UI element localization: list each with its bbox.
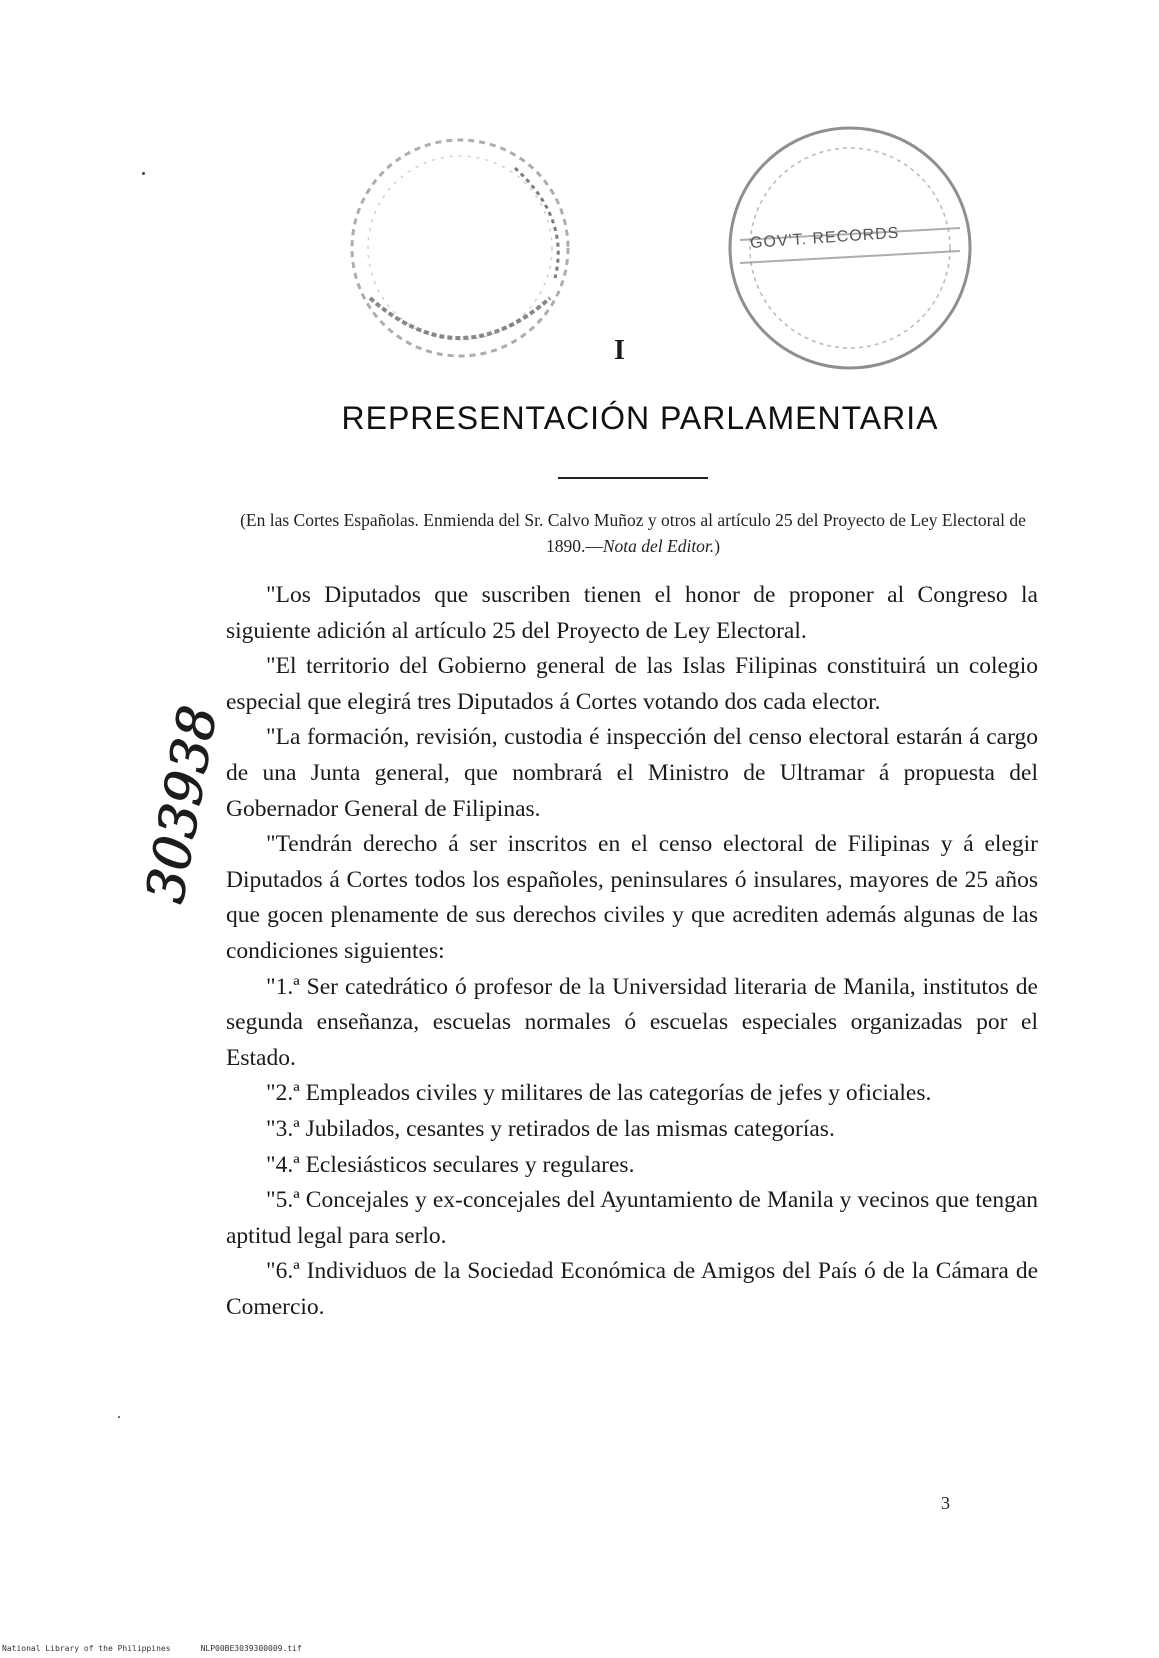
condition-item-1: "1.ª Ser catedrático ó profesor de la Universidad literaria de Manila, institutos de segunda enseñanza, escuelas normales ó escuelas especiales organizadas por el Estado.: [226, 973, 1038, 1071]
condition-item-2: "2.ª Empleados civiles y militares de las categorías de jefes y oficiales.: [266, 1080, 932, 1107]
footer-file-name: NLP00BE3039300009.tif: [200, 1644, 302, 1653]
paragraph-rights: "Tendrán derecho á ser inscritos en el censo electoral de Filipinas y á elegir Diputados á Cortes todos los españoles, peninsulares ó insulares, mayores de 25 años que gocen plenamente de sus derechos civiles y que acrediten además algunas de las condiciones siguientes:: [226, 831, 1038, 964]
library-seal-stamp-left: [340, 128, 580, 368]
condition-item-3: "3.ª Jubilados, cesantes y retirados de las mismas categorías.: [266, 1115, 835, 1142]
editor-note: [228, 507, 1038, 559]
paragraph-territory: "El territorio del Gobierno general de las Islas Filipinas constituirá un colegio especial que elegirá tres Diputados á Cortes votando dos cada elector.: [226, 653, 1038, 715]
editor-note-attribution: Nota del Editor.: [602, 536, 715, 556]
editor-note-text: (En las Cortes Españolas. Enmienda del Sr. Calvo Muñoz y otros al artículo 25 del Proyecto de Ley Electoral de 1890.—: [240, 510, 1026, 556]
scan-speck: [142, 172, 145, 175]
scan-footer: [2, 1644, 332, 1653]
paragraph-intro: "Los Diputados que suscriben tienen el honor de proponer al Congreso la siguiente adición al artículo 25 del Proyecto de Ley Electoral.: [226, 582, 1038, 644]
section-number: I: [614, 335, 625, 366]
footer-library-name: National Library of the Philippines: [2, 1644, 171, 1653]
page-number: 3: [941, 1493, 950, 1513]
amendment-text: [226, 578, 1038, 1325]
condition-item-6: "6.ª Individuos de la Sociedad Económica de Amigos del País ó de la Cámara de Comercio.: [226, 1258, 1038, 1320]
condition-item-4: "4.ª Eclesiásticos seculares y regulares.: [266, 1151, 635, 1178]
editor-note-close: ): [714, 536, 721, 556]
handwritten-number-text: 303938: [135, 701, 230, 908]
scan-speck: [118, 1416, 120, 1418]
stamp-text: GOV'T. RECORDS: [749, 224, 900, 252]
handwritten-accession-number: [120, 690, 230, 910]
title-divider: [558, 477, 708, 479]
page-title: REPRESENTACIÓN PARLAMENTARIA: [341, 400, 939, 436]
condition-item-5: "5.ª Concejales y ex-concejales del Ayuntamiento de Manila y vecinos que tengan aptitud legal para serlo.: [226, 1187, 1038, 1249]
paragraph-census: "La formación, revisión, custodia é inspección del censo electoral estarán á cargo de una Junta general, que nombrará el Ministro de Ultramar á propuesta del Gobernador General de Filipinas.: [226, 724, 1038, 822]
